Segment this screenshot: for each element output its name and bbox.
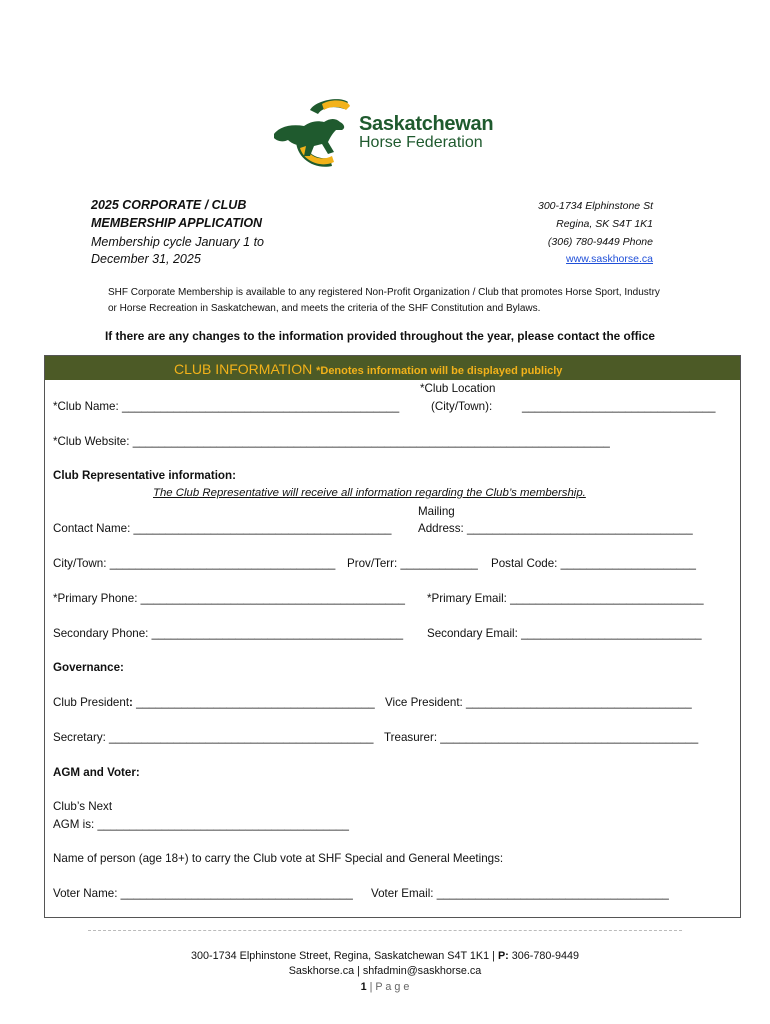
office-phone: (306) 780-9449 Phone [547, 236, 653, 248]
membership-cycle-line1: Membership cycle January 1 to [91, 235, 264, 249]
agm-heading: AGM and Voter: [53, 766, 140, 779]
treasurer-field[interactable]: Treasurer: ________________________________________ [384, 731, 699, 744]
club-president-line: _____________________________________ [132, 696, 375, 709]
mailing-label: Mailing [418, 505, 455, 518]
section-title [174, 361, 562, 377]
page-word: | P a g e [366, 981, 410, 993]
governance-heading: Governance: [53, 661, 124, 674]
form-title-line1: 2025 CORPORATE / CLUB [91, 198, 247, 212]
vice-president-field[interactable]: Vice President: ___________________________________ [385, 696, 692, 709]
footer-phone: 306-780-9449 [508, 950, 579, 962]
club-president-field[interactable] [53, 696, 375, 709]
primary-phone-field[interactable]: *Primary Phone: _________________________________________ [53, 592, 405, 605]
mailing-address-field[interactable]: Address: ___________________________________ [418, 522, 693, 535]
club-location-field[interactable]: ______________________________ [522, 400, 716, 413]
vote-note: Name of person (age 18+) to carry the Club vote at SHF Special and General Meetings: [53, 852, 504, 865]
rep-note: The Club Representative will receive all information regarding the Club’s membership. [153, 487, 586, 499]
secondary-email-field[interactable]: Secondary Email: ____________________________ [427, 627, 702, 640]
public-info-note: *Denotes information will be displayed publicly [316, 365, 563, 377]
club-president-label: Club President [53, 696, 130, 709]
club-website-field[interactable]: *Club Website: __________________________________________________________________________ [53, 435, 610, 448]
page-number [0, 981, 770, 993]
footer-divider [88, 930, 682, 931]
city-field[interactable]: City/Town: ___________________________________ [53, 557, 336, 570]
footer-phone-label: P: [497, 950, 509, 962]
secretary-field[interactable]: Secretary: _________________________________________ [53, 731, 374, 744]
footer-address-text: 300-1734 Elphinstone Street, Regina, Saskatchewan S4T 1K1 | [191, 950, 498, 962]
intro-paragraph: SHF Corporate Membership is available to any registered Non-Profit Organization / Club that promotes Horse Sport, Industry or Horse Recreation in Saskatchewan, and meets the criteria of the SHF Constitution and Bylaws. [108, 287, 660, 314]
rep-heading: Club Representative information: [53, 469, 236, 482]
postal-code-field[interactable]: Postal Code: _____________________ [491, 557, 697, 570]
office-city: Regina, SK S4T 1K1 [556, 218, 653, 230]
voter-email-field[interactable]: Voter Email: ____________________________________ [371, 887, 669, 900]
section-title-text: CLUB INFORMATION [174, 361, 313, 377]
membership-cycle-line2: December 31, 2025 [91, 252, 201, 266]
change-notice: If there are any changes to the information provided throughout the year, please contact the office [105, 329, 655, 343]
agm-date-field[interactable]: AGM is: _______________________________________ [53, 818, 349, 831]
form-title-line2: MEMBERSHIP APPLICATION [91, 216, 263, 230]
footer-web-email: Saskhorse.ca | shfadmin@saskhorse.ca [288, 965, 482, 977]
agm-label: Club’s Next [53, 800, 113, 813]
footer-address [0, 950, 770, 962]
voter-name-field[interactable]: Voter Name: ____________________________________ [53, 887, 353, 900]
secondary-phone-field[interactable]: Secondary Phone: _______________________________________ [53, 627, 404, 640]
club-location-label-2: (City/Town): [431, 400, 493, 413]
horse-icon [274, 119, 344, 156]
primary-email-field[interactable]: *Primary Email: ______________________________ [427, 592, 704, 605]
logo-text-saskatchewan: Saskatchewan [359, 113, 494, 135]
club-location-label: *Club Location [420, 382, 496, 395]
contact-name-field[interactable]: Contact Name: ________________________________________ [53, 522, 392, 535]
page-number-value: 1 [360, 981, 367, 993]
club-president-colon: : [129, 696, 133, 709]
prov-field[interactable]: Prov/Terr: ____________ [347, 557, 478, 570]
club-name-field[interactable]: *Club Name: ___________________________________________ [53, 400, 400, 413]
logo-text-horse-federation: Horse Federation [359, 134, 483, 151]
website-link[interactable]: www.saskhorse.ca [566, 253, 653, 265]
office-address: 300-1734 Elphinstone St [537, 200, 653, 212]
